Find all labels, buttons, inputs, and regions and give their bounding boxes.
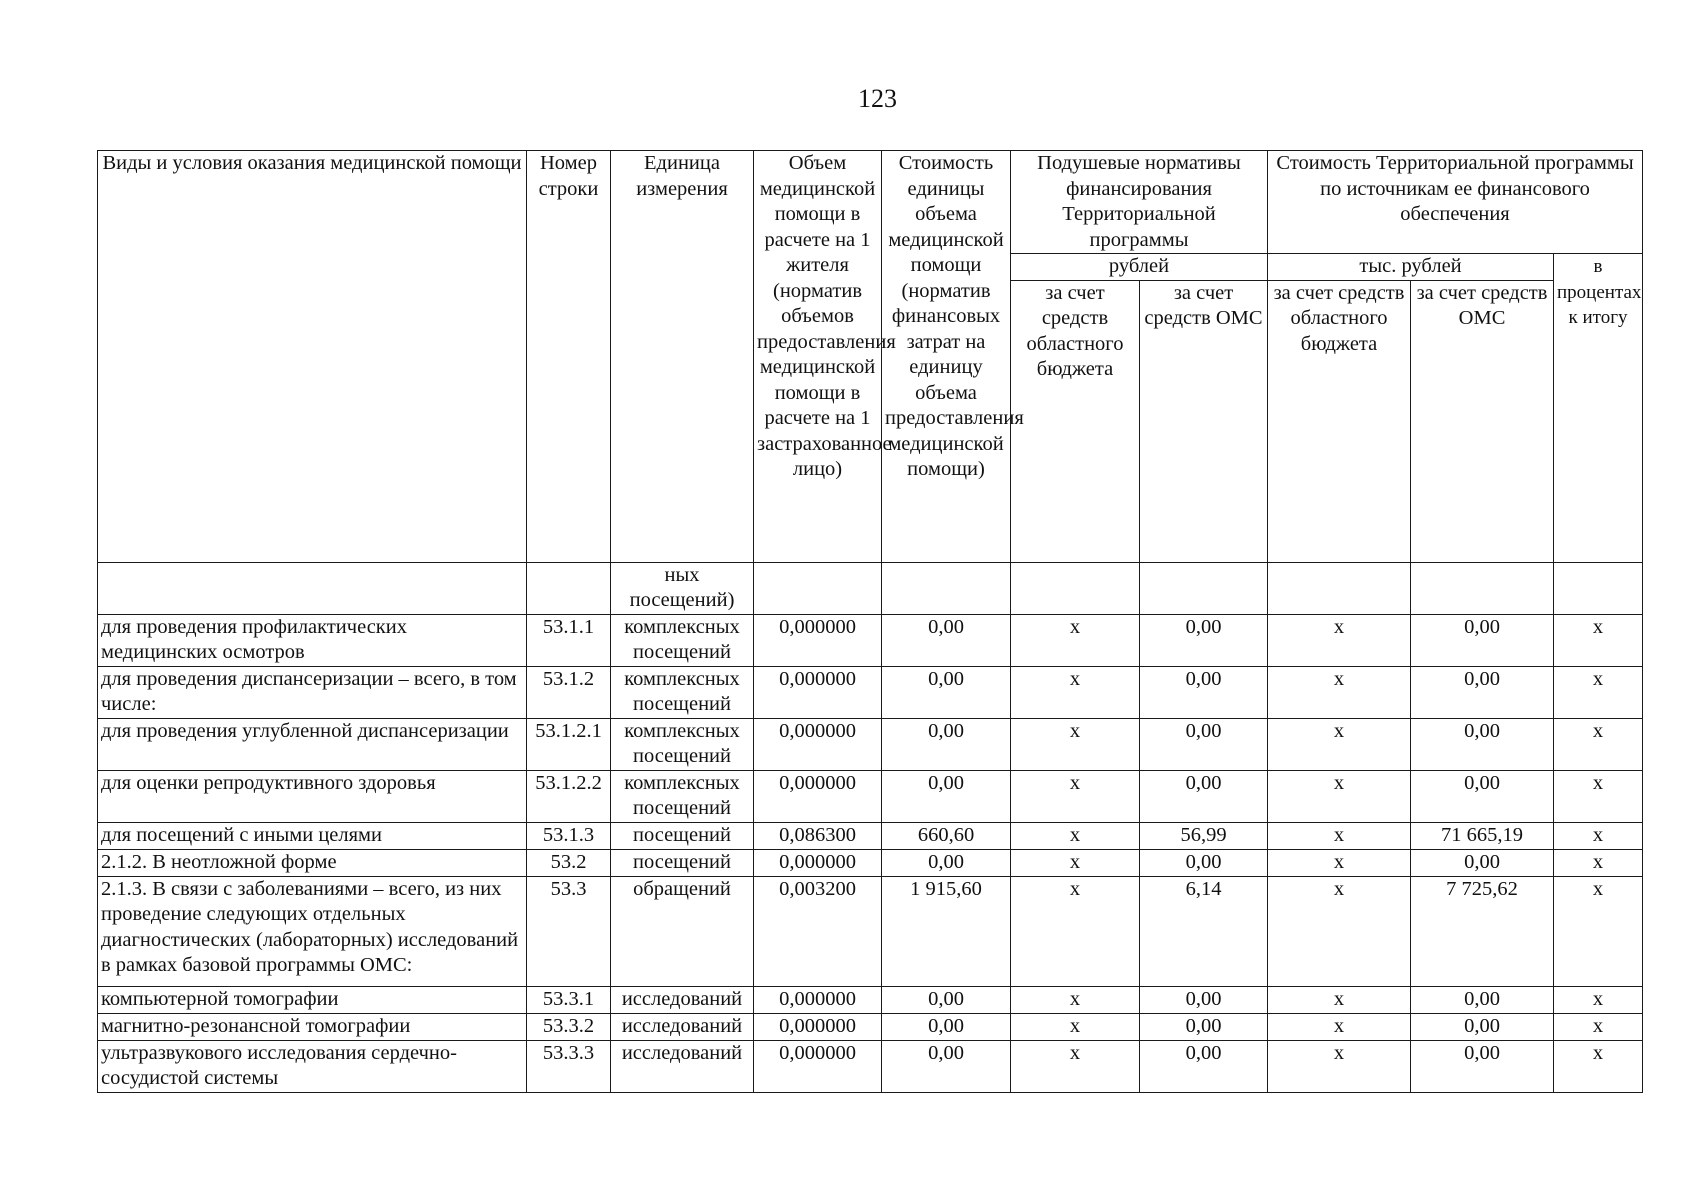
- cell-volume: 0,000000: [754, 666, 882, 718]
- cell-volume: 0,000000: [754, 1013, 882, 1040]
- cell-cost: 0,00: [882, 614, 1011, 666]
- header-unit: Единица измерения: [611, 151, 754, 563]
- cell-reg-per: х: [1011, 770, 1140, 822]
- cell-pct: х: [1554, 770, 1643, 822]
- cell-oms-per: 0,00: [1140, 849, 1268, 876]
- cell-unit: комплексных посещений: [611, 718, 754, 770]
- cell-pct: х: [1554, 666, 1643, 718]
- cell-oms-per: 0,00: [1140, 718, 1268, 770]
- table-row: [98, 1013, 1643, 1040]
- cell-volume: 0,000000: [754, 614, 882, 666]
- cell-pct: х: [1554, 986, 1643, 1013]
- table-row: [98, 1040, 1643, 1092]
- cell-reg-total: х: [1268, 1013, 1411, 1040]
- cell-volume: 0,000000: [754, 1040, 882, 1092]
- cell-reg-per: х: [1011, 986, 1140, 1013]
- table-row: [98, 986, 1643, 1013]
- cell-oms-total: 0,00: [1411, 770, 1554, 822]
- cell-num: 53.3: [527, 876, 611, 986]
- cell-oms-total: 7 725,62: [1411, 876, 1554, 986]
- cell-name: для посещений с иными целями: [98, 822, 527, 849]
- cell-volume: 0,003200: [754, 876, 882, 986]
- table-row: [98, 770, 1643, 822]
- cell-pct: х: [1554, 876, 1643, 986]
- cell-num: 53.1.2.1: [527, 718, 611, 770]
- cell-name: магнитно-резонансной томографии: [98, 1013, 527, 1040]
- table-row-continuation: [98, 562, 1643, 614]
- cell-unit: комплексных посещений: [611, 666, 754, 718]
- header-per-capita-regional: за счет средств областного бюджета: [1011, 280, 1140, 562]
- cell-reg-total: х: [1268, 876, 1411, 986]
- cell-volume: [754, 562, 882, 614]
- cell-oms-per: 0,00: [1140, 666, 1268, 718]
- cell-reg-per: [1011, 562, 1140, 614]
- header-per-capita-norms: Подушевые нормативы финансирования Территориальной программы: [1011, 151, 1268, 254]
- cell-num: [527, 562, 611, 614]
- cell-oms-total: 0,00: [1411, 986, 1554, 1013]
- table-row: [98, 849, 1643, 876]
- cell-volume: 0,000000: [754, 986, 882, 1013]
- cell-pct: [1554, 562, 1643, 614]
- cell-name: [98, 562, 527, 614]
- cell-oms-per: 0,00: [1140, 770, 1268, 822]
- cell-volume: 0,000000: [754, 849, 882, 876]
- header-per-capita-unit: рублей: [1011, 254, 1268, 281]
- cell-reg-per: х: [1011, 1040, 1140, 1092]
- cell-reg-per: х: [1011, 1013, 1140, 1040]
- cell-num: 53.1.1: [527, 614, 611, 666]
- cell-oms-total: 0,00: [1411, 614, 1554, 666]
- cell-cost: 0,00: [882, 770, 1011, 822]
- cell-cost: 0,00: [882, 1013, 1011, 1040]
- cell-reg-per: х: [1011, 718, 1140, 770]
- cell-reg-total: х: [1268, 986, 1411, 1013]
- cell-unit: исследований: [611, 1013, 754, 1040]
- cell-oms-per: [1140, 562, 1268, 614]
- header-total-regional: за счет средств областного бюджета: [1268, 280, 1411, 562]
- cell-num: 53.1.2: [527, 666, 611, 718]
- header-care-types: Виды и условия оказания медицинской помощи: [98, 151, 527, 563]
- cell-unit: посещений: [611, 849, 754, 876]
- header-volume: Объем медицинской помощи в расчете на 1 жителя (норматив объемов предоставления медицинской помощи в расчете на 1 застрахованное лицо): [754, 151, 882, 563]
- cell-oms-total: [1411, 562, 1554, 614]
- cell-oms-total: 0,00: [1411, 849, 1554, 876]
- header-program-cost: Стоимость Территориальной программы по источникам ее финансового обеспечения: [1268, 151, 1643, 254]
- cell-oms-total: 0,00: [1411, 1040, 1554, 1092]
- cell-oms-per: 0,00: [1140, 1013, 1268, 1040]
- cell-cost: [882, 562, 1011, 614]
- cell-cost: 0,00: [882, 1040, 1011, 1092]
- cell-reg-per: х: [1011, 666, 1140, 718]
- cell-num: 53.3.2: [527, 1013, 611, 1040]
- cell-cost: 0,00: [882, 986, 1011, 1013]
- cell-reg-per: х: [1011, 822, 1140, 849]
- cell-name: компьютерной томографии: [98, 986, 527, 1013]
- cell-reg-total: х: [1268, 822, 1411, 849]
- table-row: [98, 876, 1643, 986]
- cell-volume: 0,086300: [754, 822, 882, 849]
- cell-cost: 660,60: [882, 822, 1011, 849]
- cell-pct: х: [1554, 1013, 1643, 1040]
- header-per-capita-oms: за счет средств ОМС: [1140, 280, 1268, 562]
- cell-reg-total: х: [1268, 718, 1411, 770]
- cell-pct: х: [1554, 822, 1643, 849]
- cell-cost: 1 915,60: [882, 876, 1011, 986]
- cell-reg-per: х: [1011, 876, 1140, 986]
- cell-oms-per: 56,99: [1140, 822, 1268, 849]
- header-total-oms: за счет средств ОМС: [1411, 280, 1554, 562]
- cell-unit: комплексных посещений: [611, 614, 754, 666]
- cell-num: 53.2: [527, 849, 611, 876]
- cell-name: 2.1.3. В связи с заболеваниями – всего, из них проведение следующих отдельных диагностических (лабораторных) исследований в рамках базовой программы ОМС:: [98, 876, 527, 986]
- cell-pct: х: [1554, 849, 1643, 876]
- cell-unit: посещений: [611, 822, 754, 849]
- cell-num: 53.1.2.2: [527, 770, 611, 822]
- header-percent-of-total: в процентах к итогу: [1554, 254, 1643, 563]
- table-row: [98, 718, 1643, 770]
- cell-reg-per: х: [1011, 614, 1140, 666]
- cell-reg-total: х: [1268, 770, 1411, 822]
- cell-unit: исследований: [611, 986, 754, 1013]
- cell-oms-total: 71 665,19: [1411, 822, 1554, 849]
- table-row: [98, 666, 1643, 718]
- cell-volume: 0,000000: [754, 770, 882, 822]
- header-row-number: Номер строки: [527, 151, 611, 563]
- medical-care-table: [97, 150, 1643, 1093]
- cell-unit: комплексных посещений: [611, 770, 754, 822]
- cell-oms-per: 0,00: [1140, 1040, 1268, 1092]
- cell-oms-per: 0,00: [1140, 614, 1268, 666]
- header-program-cost-unit: тыс. рублей: [1268, 254, 1554, 281]
- cell-pct: х: [1554, 614, 1643, 666]
- cell-cost: 0,00: [882, 849, 1011, 876]
- cell-name: ультразвукового исследования сердечно-сосудистой системы: [98, 1040, 527, 1092]
- cell-reg-per: х: [1011, 849, 1140, 876]
- cell-cost: 0,00: [882, 666, 1011, 718]
- cell-reg-total: х: [1268, 614, 1411, 666]
- cell-name: для проведения профилактических медицинских осмотров: [98, 614, 527, 666]
- cell-volume: 0,000000: [754, 718, 882, 770]
- cell-reg-total: [1268, 562, 1411, 614]
- cell-oms-per: 0,00: [1140, 986, 1268, 1013]
- cell-reg-total: х: [1268, 849, 1411, 876]
- cell-reg-total: х: [1268, 1040, 1411, 1092]
- table-row: [98, 822, 1643, 849]
- cell-num: 53.1.3: [527, 822, 611, 849]
- cell-pct: х: [1554, 1040, 1643, 1092]
- cell-unit: обращений: [611, 876, 754, 986]
- table-row: [98, 614, 1643, 666]
- cell-oms-total: 0,00: [1411, 666, 1554, 718]
- cell-pct: х: [1554, 718, 1643, 770]
- cell-oms-per: 6,14: [1140, 876, 1268, 986]
- cell-oms-total: 0,00: [1411, 1013, 1554, 1040]
- header-unit-cost: Стоимость единицы объема медицинской помощи (норматив финансовых затрат на единицу объема предоставления медицинской помощи): [882, 151, 1011, 563]
- cell-num: 53.3.1: [527, 986, 611, 1013]
- cell-unit: ных посещений): [611, 562, 754, 614]
- cell-unit: исследований: [611, 1040, 754, 1092]
- cell-name: для оценки репродуктивного здоровья: [98, 770, 527, 822]
- cell-cost: 0,00: [882, 718, 1011, 770]
- page-number: 123: [858, 84, 897, 113]
- cell-num: 53.3.3: [527, 1040, 611, 1092]
- cell-oms-total: 0,00: [1411, 718, 1554, 770]
- cell-name: 2.1.2. В неотложной форме: [98, 849, 527, 876]
- cell-name: для проведения диспансеризации – всего, в том числе:: [98, 666, 527, 718]
- cell-name: для проведения углубленной диспансеризации: [98, 718, 527, 770]
- cell-reg-total: х: [1268, 666, 1411, 718]
